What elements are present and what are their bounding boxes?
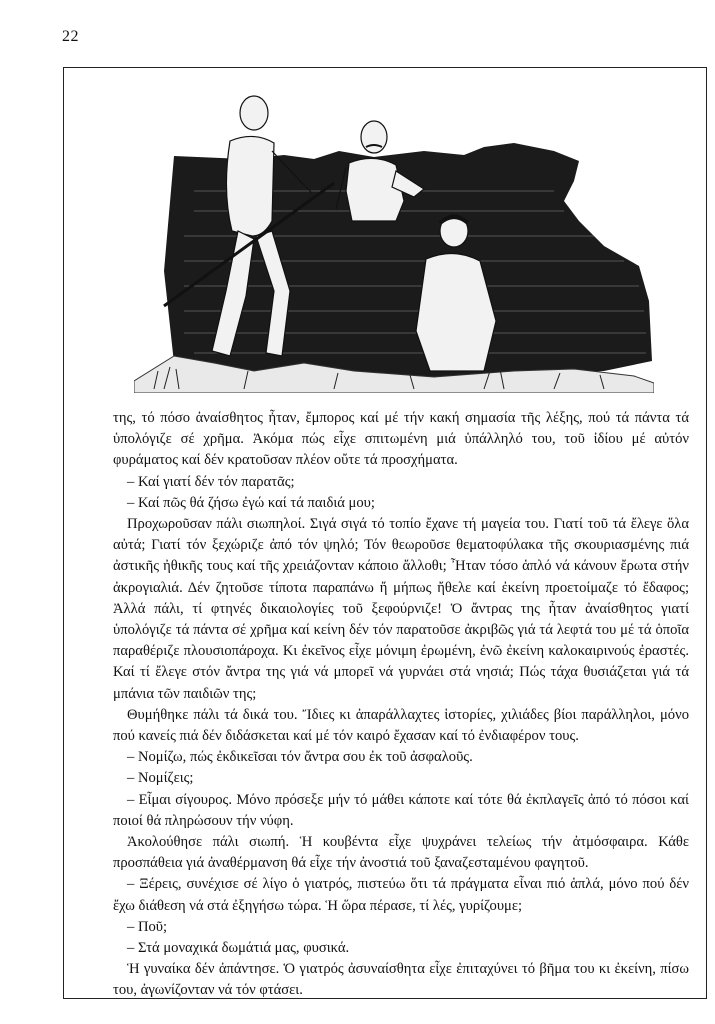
- paragraph: Θυμήθηκε πάλι τά δικά του. Ἴδιες κι ἀπαράλλαχτες ἱστορίες, χιλιάδες βίοι παράλληλοι, μόνο πού κανείς πιά δέν διδάσκεται καί μέ τόν καιρό ἔχασαν καί τό ἐνδιαφέρον τους.: [113, 706, 689, 745]
- paragraph: Ἀκολούθησε πάλι σιωπή. Ἡ κουβέντα εἶχε ψυχράνει τελείως τήν ἀτμόσφαιρα. Κάθε προσπάθεια γιά ἀναθέρμανση θά εἶχε τήν ἀνοστιά τοῦ ξαναζεσταμένου φαγητοῦ.: [113, 834, 689, 872]
- page-number: 22: [62, 28, 79, 45]
- dialogue-line: – Στά μοναχικά δωμάτιά μας, φυσικά.: [127, 940, 350, 957]
- dialogue-line: – Νομίζεις;: [127, 770, 194, 787]
- dialogue-line: – Εἶμαι σίγουρος. Μόνο πρόσεξε μήν τό μάθει κάποτε καί τότε θά ἐκπλαγεῖς ἀπό τό πόσοι καί ποιοί θά πληρώσουν τήν νύφη.: [113, 791, 689, 829]
- body-text: [113, 408, 689, 1002]
- paragraph: Ἡ γυναίκα δέν ἀπάντησε. Ὁ γιατρός ἀσυναίσθητα εἶχε ἐπιταχύνει τό βῆμα του κι ἐκείνη, πίσω του, ἀγωνίζονταν νά τόν φτάσει.: [113, 961, 689, 999]
- dialogue-line: – Καί πῶς θά ζήσω ἐγώ καί τά παιδιά μου;: [127, 494, 375, 511]
- paragraph: Προχωροῦσαν πάλι σιωπηλοί. Σιγά σιγά τό τοπίο ἔχανε τή μαγεία του. Γιατί τοῦ τά ἔλεγε ὅλα αὐτά; Γιατί τόν ξεχώριζε ἀπό τόν ψηλό; Τόν θεωροῦσε θεματοφύλακα τῆς σκουριασμένης πιά ἀστικῆς ἠθικῆς τους καί τῆς χρειάζονταν κάποιο ἄλλοθι; Ἦταν τόσο ἁπλό νά κάνουν ἔρωτα στήν ἀκρογιαλιά. Δέν ζητοῦσε τίποτα παραπάνω ἤ μήπως ἤθελε καί ἐκείνη προετοίμαζε τό ἔδαφος; Ἀλλά πάλι, τί φτηνές δικαιολογίες τοῦ ξεφούρνιζε! Ὁ ἄντρας της ἦταν ἀναίσθητος γιατί ὑπολόγιζε τά πάντα σέ χρῆμα καί κείνη δέν τόν παρατοῦσε ἀκριβῶς γιά τά λεφτά του μέ τά ὁποῖα παραθέριζε πλουσιοπάροχα. Κι ἐκεῖνος εἶχε μόνιμη ἐρωμένη, ἐνῶ ἐκείνη καλοκαιρινούς ἐραστές. Καί τί ἔλεγε στόν ἄντρα της γιά νά μπορεῖ νά γυρνάει στά νησιά; Πώς τάχα θυσιάζεται γιά τά μπάνια τῶν παιδιῶν της;: [113, 516, 689, 702]
- dialogue-line: – Καί γιατί δέν τόν παρατᾶς;: [127, 473, 295, 490]
- dialogue-line: – Νομίζω, πώς ἐκδικεῖσαι τόν ἄντρα σου ἐκ τοῦ ἀσφαλοῦς.: [127, 749, 473, 766]
- paragraph: της, τό πόσο ἀναίσθητος ἦταν, ἔμπορος καί μέ τήν κακή σημασία τῆς λέξης, πού τά πάντα τά ὑπολόγιζε σέ χρῆμα. Ἀκόμα πώς εἶχε σπιτωμένη μιά ὑπάλληλό του, τοῦ ἰδίου μέ αὐτόν φυράματος καί δέν κρατοῦσαν πλέον οὔτε τά προσχήματα.: [113, 410, 689, 469]
- page-frame: [63, 67, 707, 999]
- bathers-engraving: [134, 71, 654, 393]
- dialogue-line: – Ξέρεις, συνέχισε σέ λίγο ὁ γιατρός, πιστεύω ὅτι τά πράγματα εἶναι πιό ἁπλά, μόνο πού δέν ἔχω διάθεση νά στά ἐξηγήσω τώρα. Ἡ ὥρα πέρασε, τί λές, γυρίζουμε;: [113, 876, 689, 914]
- dialogue-line: – Ποῦ;: [127, 918, 168, 935]
